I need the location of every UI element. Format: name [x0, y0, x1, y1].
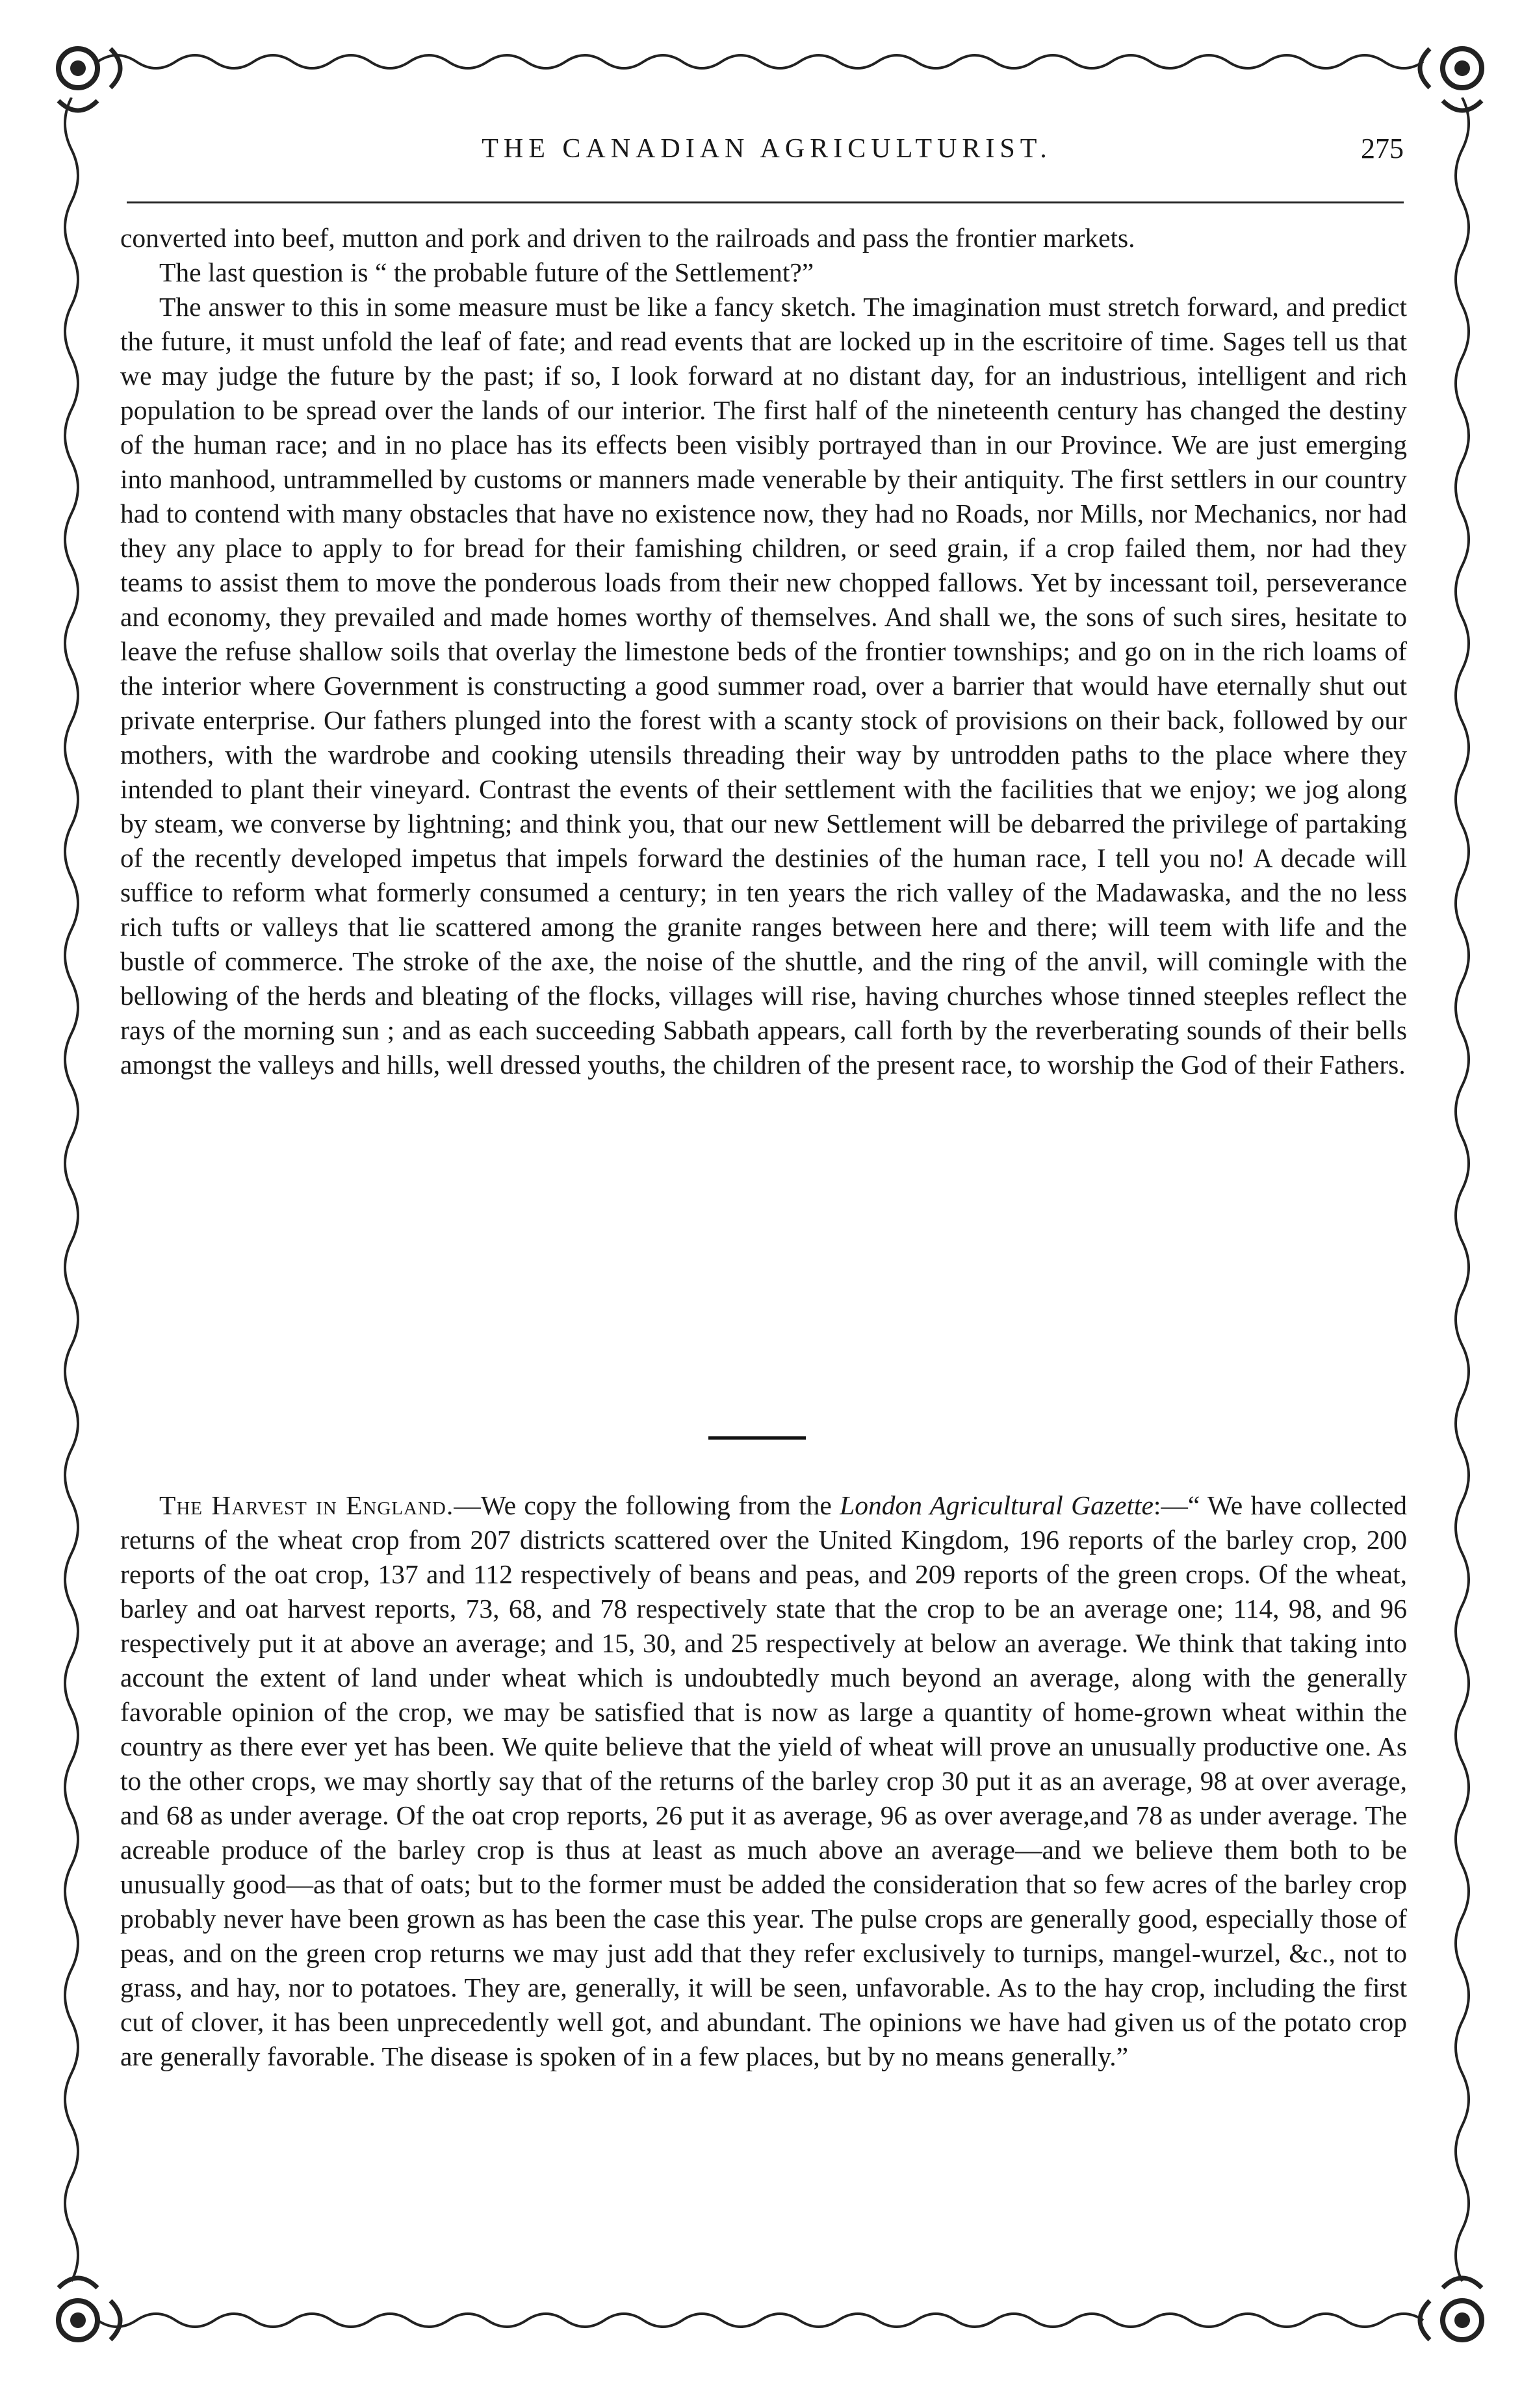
article-settlement: [120, 221, 1407, 1082]
corner-ornament-bottom-right: [1397, 2255, 1495, 2353]
ornamental-border-right: [1443, 97, 1482, 2294]
corner-ornament-top-left: [45, 36, 143, 133]
page-number: 275: [1361, 133, 1404, 164]
corner-ornament-top-right: [1397, 36, 1495, 133]
ornamental-border-left: [52, 97, 91, 2294]
header-rule: [127, 201, 1404, 203]
article-harvest-in-england: [120, 1488, 1407, 2074]
paragraph: converted into beef, mutton and pork and driven to the railroads and pass the frontier markets.: [120, 223, 1135, 253]
article-lead: —We copy the following from the: [454, 1490, 840, 1520]
ornamental-border-top: [45, 39, 1488, 84]
section-divider: [708, 1436, 806, 1440]
article-heading: The Harvest in England.: [159, 1490, 454, 1520]
paragraph: The answer to this in some measure must be like a fancy sketch. The imagination must stretch forward, and predict the future, it must unfold the leaf of fate; and read events that are locked up in the escritoire of time. Sages tell us that we may judge the future by the past; if so, I look forward at no distant day, for an industrious, intelligent and rich population to be spread over the lands of our interior. The first half of the nineteenth century has changed the destiny of the human race; and in no place has its effects been visibly portrayed than in our Province. We are just emerging into manhood, untrammelled by customs or manners made venerable by their antiquity. The first settlers in our country had to contend with many obstacles that have no existence now, they had no Roads, nor Mills, nor Mechanics, nor had they any place to apply to for bread for their famishing children, or seed grain, if a crop failed them, nor had they teams to assist them to move the ponderous loads from their new chopped fallows. Yet by incessant toil, perseverance and economy, they prevailed and made homes worthy of themselves. And shall we, the sons of such sires, hesitate to leave the refuse shallow soils that overlay the limestone beds of the frontier townships; and go on in the rich loams of the interior where Government is constructing a good summer road, over a barrier that would have eternally shut out private enterprise. Our fathers plunged into the forest with a scanty stock of provisions on their back, followed by our mothers, with the wardrobe and cooking utensils threading their way by untrodden paths to the place where they intended to plant their vineyard. Contrast the events of their settlement with the facilities that we enjoy; we jog along by steam, we converse by lightning; and think you, that our new Settlement will be debarred the privilege of partaking of the recently developed impetus that impels forward the destinies of the human race, I tell you no! A decade will suffice to reform what formerly consumed a century; in ten years the rich valley of the Madawaska, and the no less rich tufts or valleys that lie scattered among the granite ranges between here and there; will teem with life and the bustle of commerce. The stroke of the axe, the noise of the shuttle, and the ring of the anvil, will comingle with the bellowing of the herds and bleating of the flocks, villages will rise, having churches whose tinned steeples reflect the rays of the morning sun ; and as each succeeding Sabbath appears, call forth by the reverberating sounds of their bells amongst the valleys and hills, well dressed youths, the children of the present race, to worship the God of their Fathers.: [120, 292, 1407, 1080]
paragraph: [120, 1488, 1407, 2074]
running-head: THE CANADIAN AGRICULTURIST.: [482, 134, 1052, 164]
ornamental-border-bottom: [45, 2298, 1488, 2343]
paragraph: The last question is “ the probable future of the Settlement?”: [159, 257, 814, 287]
corner-ornament-bottom-left: [45, 2255, 143, 2353]
page-header: [130, 127, 1404, 185]
source-title: London Agricultural Gazette: [840, 1490, 1154, 1520]
article-body: :—“ We have collected returns of the wheat crop from 207 districts scattered over the United Kingdom, 196 reports of the barley crop, 200 reports of the oat crop, 137 and 112 respectively of beans and peas, and 209 reports of the green crops. Of the wheat, barley and oat harvest reports, 73, 68, and 78 respectively state that the crop to be an average one; 114, 98, and 96 respectively put it at above an average; and 15, 30, and 25 respectively at below an average. We think that taking into account the extent of land under wheat which is undoubtedly much beyond an average, along with the generally favorable opinion of the crop, we may be satisfied that is now as large a quantity of home-grown wheat within the country as there ever yet has been. We quite believe that the yield of wheat will prove an unusually productive one. As to the other crops, we may shortly say that of the returns of the barley crop 30 put it as an average, 98 at over average, and 68 as under average. Of the oat crop reports, 26 put it as average, 96 as over average,and 78 as under average. The acreable produce of the barley crop is thus at least as much above an average—and we believe them both to be unusually good—as that of oats; but to the former must be added the consideration that so few acres of the barley crop probably never have been grown as has been the case this year. The pulse crops are generally good, especially those of peas, and on the green crop returns we may just add that they refer exclusively to turnips, mangel-wurzel, &c., not to grass, and hay, nor to potatoes. They are, generally, it will be seen, unfavorable. As to the hay crop, including the first cut of clover, it has been unprecedently well got, and abundant. The opinions we have had given us of the potato crop are generally favorable. The disease is spoken of in a few places, but by no means generally.”: [120, 1490, 1407, 2071]
